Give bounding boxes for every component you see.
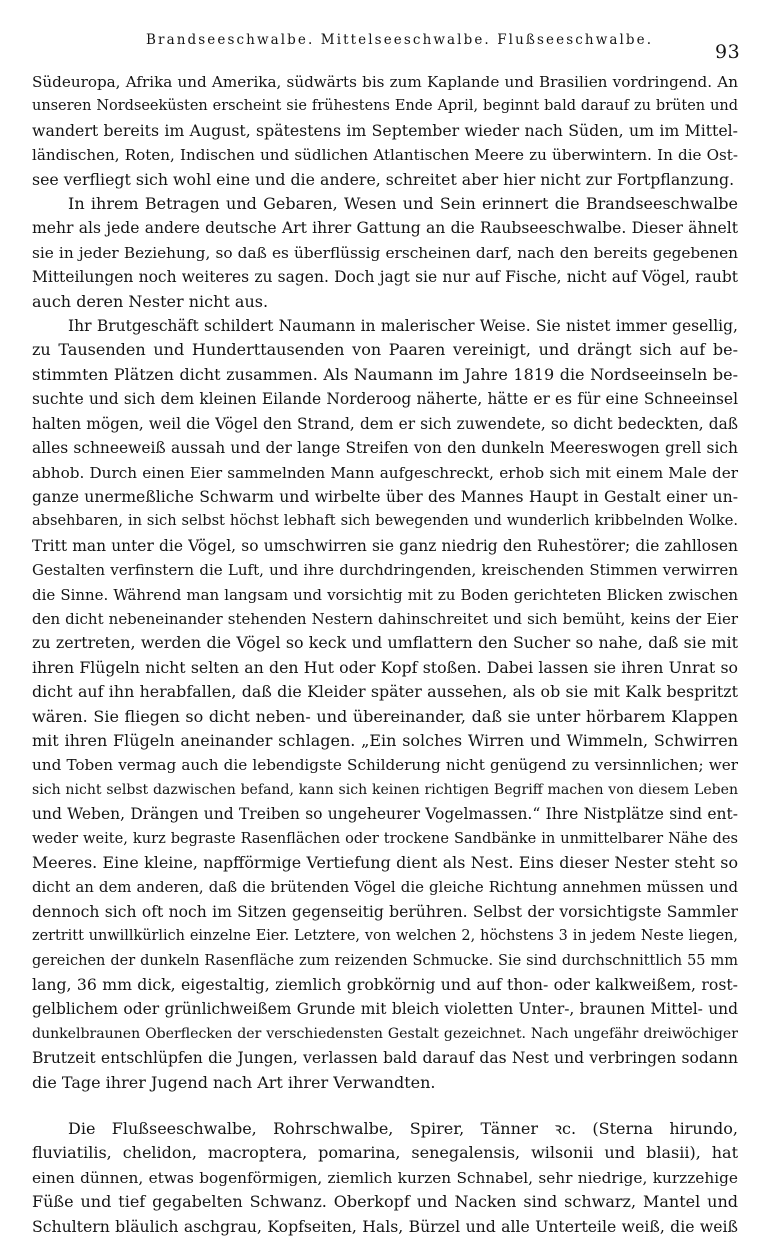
text-line: die Sinne. Während man langsam und vorsichtig mit zu Boden gerichteten Blicken zwischen bbox=[32, 585, 738, 604]
text-line: dennoch sich oft noch im Sitzen gegenseitig berühren. Selbst der vorsichtigste Sammler bbox=[32, 902, 738, 921]
text-line: ganze unermeßliche Schwarm und wirbelte über des Mannes Haupt in Gestalt einer un- bbox=[32, 486, 738, 506]
text-line: ihren Flügeln nicht selten an den Hut oder Kopf stoßen. Dabei lassen sie ihren Unrat so bbox=[32, 657, 738, 677]
text-line: absehbaren, in sich selbst höchst lebhaft sich bewegenden und wunderlich kribbelnden Wolke. bbox=[32, 512, 738, 530]
text-line: Brutzeit entschlüpfen die Jungen, verlassen bald darauf das Nest und verbringen sodann bbox=[32, 1049, 738, 1068]
paragraph-flussseeschwalbe bbox=[32, 1117, 738, 1239]
text-line: dicht auf ihn herabfallen, daß die Kleider später aussehen, als ob sie mit Kalk bespritzt bbox=[32, 682, 738, 702]
text-line: gelblichem oder grünlichweißem Grunde mit bleich violetten Unter-, braunen Mittel- und bbox=[32, 1000, 738, 1019]
text-line: dicht an dem anderen, daß die brütenden Vögel die gleiche Richtung annehmen müssen und bbox=[32, 878, 738, 897]
text-line: mehr als jede andere deutsche Art ihrer Gattung an die Raubseeschwalbe. Dieser ähnelt bbox=[32, 219, 738, 238]
text-line: Südeuropa, Afrika und Amerika, südwärts bis zum Kaplande und Brasilien vordringend. An bbox=[32, 73, 738, 91]
text-line: Meeres. Eine kleine, napfförmige Vertiefung dient als Nest. Eins dieser Nester steht so bbox=[32, 853, 738, 872]
text-line: zu Tausenden und Hunderttausenden von Paaren vereinigt, und drängt sich auf be- bbox=[32, 340, 738, 360]
paragraph-distribution bbox=[32, 70, 738, 192]
text-line: unseren Nordseeküsten erscheint sie frühestens Ende April, beginnt bald darauf zu brüten und bbox=[32, 98, 738, 115]
text-line: zu zertreten, werden die Vögel so keck und umflattern den Sucher so nahe, daß sie mit bbox=[32, 633, 738, 653]
text-line: dunkelbraunen Oberflecken der verschiedensten Gestalt gezeichnet. Nach ungefähr dreiwöchiger bbox=[32, 1025, 738, 1042]
text-line: wären. Sie fliegen so dicht neben- und übereinander, daß sie unter hörbarem Klappen bbox=[32, 706, 738, 726]
body-text bbox=[32, 70, 738, 1239]
text-line: sie in jeder Beziehung, so daß es überflüssig erscheinen darf, nach den bereits gegebenen bbox=[32, 243, 738, 262]
text-line: Füße und tief gegabelten Schwanz. Oberkopf und Nacken sind schwarz, Mantel und bbox=[32, 1192, 738, 1212]
text-line: abhob. Durch einen Eier sammelnden Mann aufgeschreckt, erhob sich mit einem Male der bbox=[32, 463, 738, 482]
text-line: halten mögen, weil die Vögel den Strand, dem er sich zuwendete, so dicht bedeckten, daß bbox=[32, 414, 738, 433]
text-line: gereichen der dunkeln Rasenfläche zum reizenden Schmucke. Sie sind durchschnittlich 55 mm bbox=[32, 952, 738, 969]
text-line: Ihr Brutgeschäft schildert Naumann in malerischer Weise. Sie nistet immer gesellig, bbox=[68, 317, 738, 336]
text-line: wandert bereits im August, spätestens im September wieder nach Süden, um im Mittel- bbox=[32, 120, 738, 140]
paragraph-breeding bbox=[32, 314, 738, 1095]
text-line: und Weben, Drängen und Treiben so ungeheurer Vogelmassen.“ Ihre Nistplätze sind ent- bbox=[32, 805, 738, 824]
text-line: die Tage ihrer Jugend nach Art ihrer Verwandten. bbox=[32, 1072, 436, 1092]
text-line: alles schneeweiß aussah und der lange Streifen von den dunkeln Meereswogen grell sich bbox=[32, 439, 738, 458]
text-line: einen dünnen, etwas bogenförmigen, ziemlich kurzen Schnabel, sehr niedrige, kurzzehige bbox=[32, 1168, 738, 1187]
text-line: Gestalten verfinstern die Luft, und ihre durchdringenden, kreischenden Stimmen verwirren bbox=[32, 561, 738, 580]
page-number: 93 bbox=[715, 41, 741, 63]
text-line: auch deren Nester nicht aus. bbox=[32, 291, 269, 311]
text-line: mit ihren Flügeln aneinander schlagen. „Ein solches Wirren und Wimmeln, Schwirren bbox=[32, 730, 738, 750]
text-line: Mitteilungen noch weiteres zu sagen. Doch jagt sie nur auf Fische, nicht auf Vögel, raubt bbox=[32, 268, 738, 287]
text-line: Schultern bläulich aschgrau, Kopfseiten, Hals, Bürzel und alle Unterteile weiß, die weiß bbox=[32, 1216, 738, 1236]
text-line: und Toben vermag auch die lebendigste Schilderung nicht genügend zu versinnlichen; wer bbox=[32, 756, 738, 775]
text-line: den dicht nebeneinander stehenden Nestern dahinschreitet und sich bemüht, keins der Eier bbox=[32, 609, 738, 628]
text-line: zertritt unwillkürlich einzelne Eier. Letztere, von welchen 2, höchstens 3 in jedem Neste liegen, bbox=[32, 928, 738, 945]
text-line: lang, 36 mm dick, eigestaltig, ziemlich grobkörnig und auf thon- oder kalkweißem, rost- bbox=[32, 975, 738, 995]
running-head: Brandseeschwalbe. Mittelseeschwalbe. Flußseeschwalbe. bbox=[146, 32, 654, 48]
paragraph-behaviour bbox=[32, 192, 738, 314]
text-line: see verfliegt sich wohl eine und die andere, schreitet aber hier nicht zur Fortpflanzung. bbox=[32, 169, 735, 189]
text-line: stimmten Plätzen dicht zusammen. Als Naumann im Jahre 1819 die Nordseeinseln be- bbox=[32, 364, 738, 384]
text-line: fluviatilis, chelidon, macroptera, pomarina, senegalensis, wilsonii und blasii), hat bbox=[32, 1143, 738, 1163]
text-line: weder weite, kurz begraste Rasenflächen oder trockene Sandbänke in unmittelbarer Nähe des bbox=[32, 829, 738, 847]
text-line: sich nicht selbst dazwischen befand, kann sich keinen richtigen Begriff machen von diesem Leben bbox=[32, 781, 738, 798]
text-line: Die Flußseeschwalbe, Rohrschwalbe, Spirer, Tänner ꝛc. (Sterna hirundo, bbox=[68, 1119, 738, 1139]
text-line: suchte und sich dem kleinen Eilande Norderoog näherte, hätte er es für eine Schneeinsel bbox=[32, 390, 738, 409]
text-line: Tritt man unter die Vögel, so umschwirren sie ganz niedrig den Ruhestörer; die zahllosen bbox=[32, 536, 738, 555]
text-line: In ihrem Betragen und Gebaren, Wesen und Sein erinnert die Brandseeschwalbe bbox=[68, 194, 738, 214]
text-line: ländischen, Roten, Indischen und südlichen Atlantischen Meere zu überwintern. In die Ost- bbox=[32, 146, 738, 165]
